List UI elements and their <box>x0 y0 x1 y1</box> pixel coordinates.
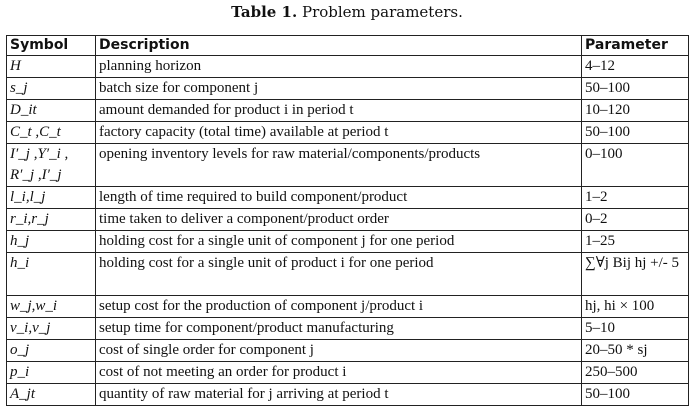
table-row <box>7 144 689 187</box>
symbol-cell: C_t ,C_t <box>7 122 96 144</box>
symbol-cell: D_it <box>7 100 96 122</box>
symbol-cell: A_jt <box>7 384 96 406</box>
table-row <box>7 253 689 296</box>
parameter-cell: 0–2 <box>582 209 689 231</box>
parameter-cell: 1–25 <box>582 231 689 253</box>
description-cell: factory capacity (total time) available at period t <box>96 122 582 144</box>
parameter-cell: 250–500 <box>582 362 689 384</box>
table-row <box>7 362 689 384</box>
description-cell: time taken to deliver a component/product order <box>96 209 582 231</box>
caption-label: Table 1. <box>231 3 298 21</box>
description-cell: holding cost for a single unit of product i for one period <box>96 253 582 296</box>
table-row <box>7 122 689 144</box>
description-cell: cost of single order for component j <box>96 340 582 362</box>
description-cell: amount demanded for product i in period t <box>96 100 582 122</box>
table-row <box>7 231 689 253</box>
description-cell: holding cost for a single unit of component j for one period <box>96 231 582 253</box>
symbol-cell: p_i <box>7 362 96 384</box>
parameter-cell: 4–12 <box>582 56 689 78</box>
header-row <box>7 36 689 56</box>
table-row <box>7 318 689 340</box>
header-parameter: Parameter <box>582 36 689 56</box>
description-cell: planning horizon <box>96 56 582 78</box>
table-row <box>7 296 689 318</box>
parameter-cell: 10–120 <box>582 100 689 122</box>
parameter-cell: 50–100 <box>582 384 689 406</box>
symbol-cell: r_i,r_j <box>7 209 96 231</box>
symbol-cell: I′_j ,Y′_i , R′_j ,I′_j <box>7 144 96 187</box>
parameter-cell: hj, hi × 100 <box>582 296 689 318</box>
parameter-cell: 1–2 <box>582 187 689 209</box>
table-row <box>7 78 689 100</box>
symbol-cell: o_j <box>7 340 96 362</box>
header-description: Description <box>96 36 582 56</box>
header-symbol: Symbol <box>7 36 96 56</box>
description-cell: opening inventory levels for raw material/components/products <box>96 144 582 187</box>
symbol-cell: v_i,v_j <box>7 318 96 340</box>
table-row <box>7 56 689 78</box>
caption-text: Problem parameters. <box>301 3 463 21</box>
parameter-cell: 50–100 <box>582 78 689 100</box>
description-cell: batch size for component j <box>96 78 582 100</box>
symbol-cell: w_j,w_i <box>7 296 96 318</box>
symbol-cell: l_i,l_j <box>7 187 96 209</box>
description-cell: quantity of raw material for j arriving at period t <box>96 384 582 406</box>
parameter-cell: ∑∀j Bij hj +/- 5 <box>582 253 689 296</box>
parameter-cell: 0–100 <box>582 144 689 187</box>
parameter-cell: 50–100 <box>582 122 689 144</box>
parameter-cell: 5–10 <box>582 318 689 340</box>
table-caption <box>0 3 694 21</box>
table-row <box>7 100 689 122</box>
description-cell: setup time for component/product manufacturing <box>96 318 582 340</box>
table-row <box>7 340 689 362</box>
description-cell: length of time required to build component/product <box>96 187 582 209</box>
symbol-cell: h_i <box>7 253 96 296</box>
table-row <box>7 187 689 209</box>
parameter-cell: 20–50 * sj <box>582 340 689 362</box>
symbol-cell: s_j <box>7 78 96 100</box>
symbol-cell: h_j <box>7 231 96 253</box>
description-cell: cost of not meeting an order for product i <box>96 362 582 384</box>
parameters-table <box>6 35 689 406</box>
table-row <box>7 209 689 231</box>
table-row <box>7 384 689 406</box>
description-cell: setup cost for the production of component j/product i <box>96 296 582 318</box>
symbol-cell: H <box>7 56 96 78</box>
